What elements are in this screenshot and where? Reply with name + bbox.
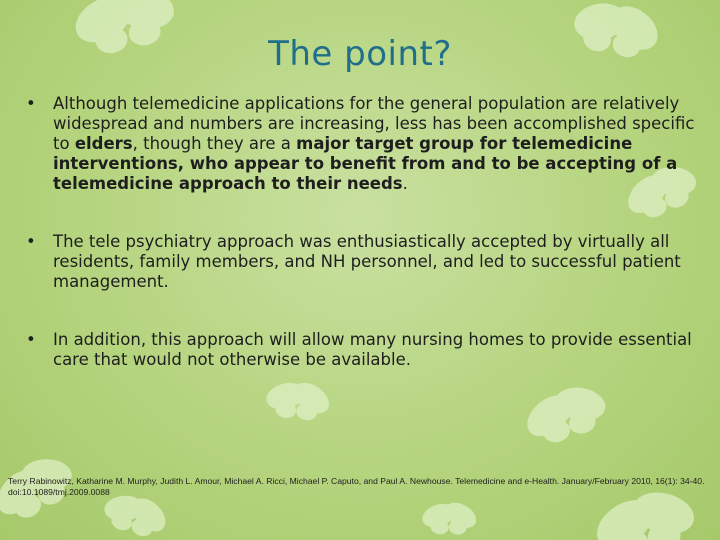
bullet-emphasis: major target group for telemedicine interventions, who appear to benefit from and to be accepting of a telemedicine approach to their needs: [53, 134, 678, 193]
bullet-marker: •: [26, 94, 36, 113]
citation: Terry Rabinowitz, Katharine M. Murphy, Judith L. Amour, Michael A. Ricci, Michael P. Caputo, and Paul A. Newhouse. Telemedicine and e-Health. January/February 2010, 16(1): 34-40. doi:10.1089/tmj.2009.0088: [8, 476, 705, 497]
bullet-marker: •: [26, 330, 36, 349]
bullet-text: The tele psychiatry approach was enthusiastically accepted by virtually all residents, family members, and NH personnel, and led to successful patient management.: [53, 232, 681, 291]
bullet-item: [24, 330, 704, 370]
bullet-text: In addition, this approach will allow many nursing homes to provide essential care that would not otherwise be available.: [53, 330, 692, 369]
bullet-text: [53, 94, 694, 193]
bullet-emphasis: elders: [74, 134, 133, 153]
butterfly-icon: [417, 495, 482, 538]
bullet-marker: •: [26, 232, 36, 251]
bullet-text-segment: .: [402, 174, 408, 193]
bullet-text-segment: Although telemedicine applications for the general population are relatively widespread and numbers are increasing, less has been accomplished specific to: [53, 94, 695, 153]
butterfly-icon: [259, 370, 337, 426]
slide-title: The point?: [268, 34, 452, 74]
butterfly-icon: [513, 372, 617, 450]
bullet-item: [24, 232, 704, 292]
bullet-item: [24, 94, 704, 194]
bullet-text-segment: , though they are a: [132, 134, 297, 153]
bullet-list: [24, 94, 704, 370]
